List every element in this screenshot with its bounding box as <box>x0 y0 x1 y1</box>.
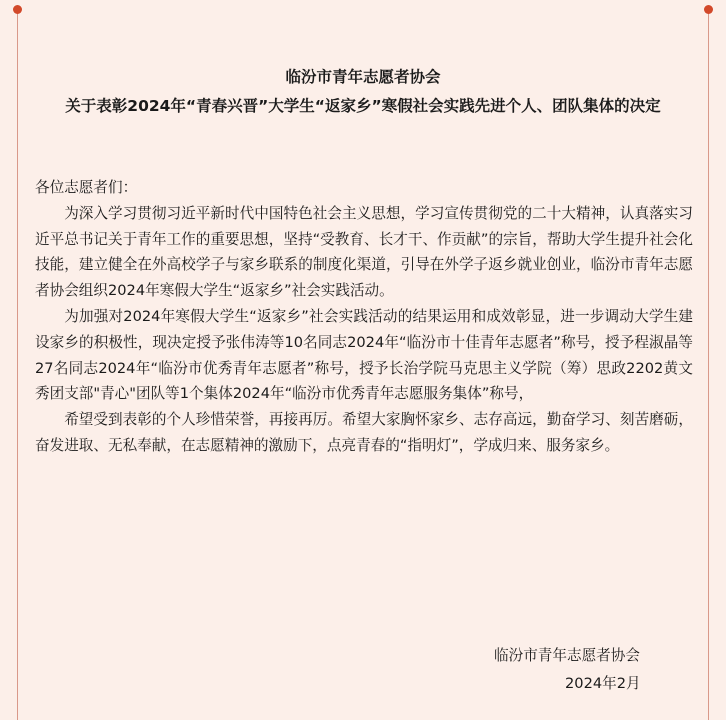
corner-dot-right <box>704 5 713 14</box>
paragraph-closing: 希望受到表彰的个人珍惜荣誉，再接再厉。希望大家胸怀家乡、志存高远，勤奋学习、刻苦磨砺，奋发进取、无私奉献，在志愿精神的激励下，点亮青春的“指明灯”，学成归来、服务家乡。 <box>35 411 693 454</box>
paragraph-awards: 为加强对2024年寒假大学生“返家乡”社会实践活动的结果运用和成效彰显，进一步调动大学生建设家乡的积极性，现决定授予张伟涛等10名同志2024年“临汾市十佳青年志愿者”称号，授予程淑晶等27名同志2024年“临汾市优秀青年志愿者”称号，授予长治学院马克思主义学院（筹）思政2202黄文秀团支部"青心"团队等1个集体2024年“临汾市优秀青年志愿服务集体”称号， <box>35 307 693 403</box>
salutation: 各位志愿者们： <box>35 179 138 196</box>
signature-organization: 临汾市青年志愿者协会 <box>494 647 640 664</box>
document-title-organization: 临汾市青年志愿者协会 <box>285 68 441 86</box>
paragraph-purpose: 为深入学习贯彻习近平新时代中国特色社会主义思想，学习宣传贯彻党的二十大精神，认真落实习近平总书记关于青年工作的重要思想，坚持“受教育、长才干、作贡献”的宗旨，帮助大学生提升社会化技能，建立健全在外高校学子与家乡联系的制度化渠道，引导在外学子返乡就业创业，临汾市青年志愿者协会组织2024年寒假大学生“返家乡”社会实践活动。 <box>35 204 693 300</box>
letter-body <box>35 175 693 459</box>
corner-dot-left <box>13 5 22 14</box>
signature-date: 2024年2月 <box>565 675 641 692</box>
document-title-decision: 关于表彰2024年“青春兴晋”大学生“返家乡”寒假社会实践先进个人、团队集体的决定 <box>65 97 661 115</box>
